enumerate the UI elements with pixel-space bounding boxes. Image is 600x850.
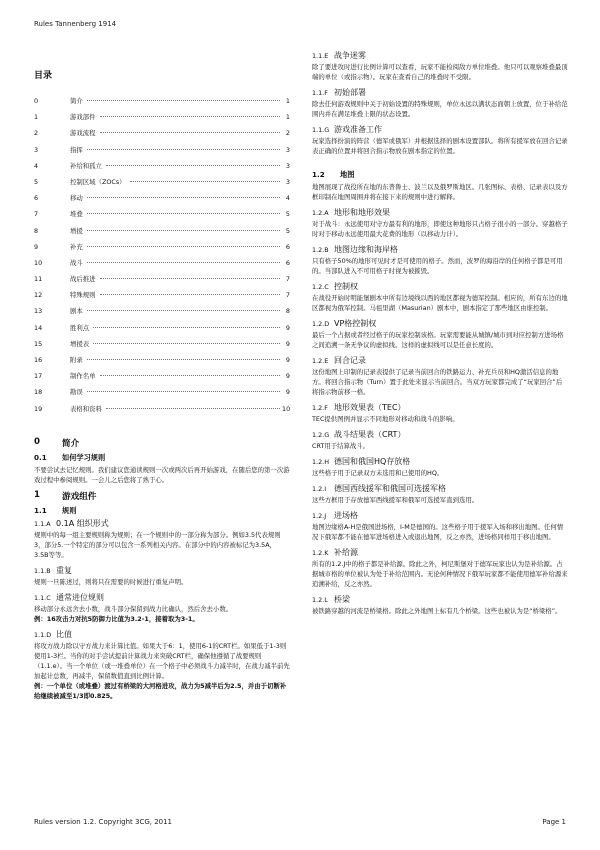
rule-title: 地形效果表（TEC） bbox=[334, 403, 406, 412]
toc-entry[interactable] bbox=[34, 239, 290, 255]
section-title: 游戏组件 bbox=[62, 491, 97, 502]
rule-number: 1.2.I bbox=[312, 485, 327, 493]
rule-title: VP格控制权 bbox=[334, 319, 377, 328]
toc-entry-page: 10 bbox=[282, 404, 291, 413]
toc-entry-label: 移动 bbox=[70, 194, 83, 203]
toc-entry-number: 17 bbox=[34, 372, 43, 381]
toc-entry-number: 15 bbox=[34, 339, 43, 348]
toc-entry[interactable] bbox=[34, 352, 290, 368]
toc-entry-label: 特殊规则 bbox=[70, 291, 96, 300]
rule-title: 桥梁 bbox=[334, 595, 350, 604]
toc-entry-number: 10 bbox=[34, 258, 43, 267]
rule-number: 1.2.E bbox=[312, 357, 329, 365]
toc-entry[interactable] bbox=[34, 93, 290, 109]
paragraph: 对于战斗：永远使用对守方最有利的地形，即使这种地形只占格子很小的一部分。穿越格子时对于移动永远使用最大花费的地形（以移动力计）。 bbox=[312, 220, 568, 238]
rule-heading bbox=[312, 281, 568, 292]
toc-entry-number: 2 bbox=[34, 129, 39, 138]
paragraph: 玩家选择扮演的阵营（德军或俄军）并根据选择的剧本设置部队。将所有援军放在回合记录表正确的位置并将回合指示物放在剧本指定的位置。 bbox=[312, 137, 568, 155]
toc-entry[interactable] bbox=[34, 174, 290, 190]
paragraph: 地图边缘格A-H是俄国进场格，I-M是德国的。这些格子用于援军入场和移出地图。任何情况下俄军都不能在德军进场格进入或退出地图，反之亦然，进场格同样用于移出地图。 bbox=[312, 523, 564, 541]
toc-entry-label: 勘误 bbox=[70, 388, 83, 397]
toc-entry-page: 1 bbox=[285, 113, 290, 122]
toc-entry-page: 1 bbox=[285, 97, 290, 105]
subsection-title: 如何学习规则 bbox=[62, 452, 106, 462]
toc-entry[interactable] bbox=[34, 287, 290, 303]
rule-heading bbox=[312, 402, 568, 413]
toc-entry-label: 增援 bbox=[70, 226, 83, 235]
toc-entry-label: 简介 bbox=[70, 97, 83, 105]
rule-title: 战斗结果表（CRT） bbox=[334, 430, 406, 439]
toc-entry-page: 3 bbox=[285, 145, 290, 154]
section-number: 0 bbox=[34, 436, 40, 447]
toc-dot-leader bbox=[130, 181, 280, 182]
toc-dot-leader bbox=[87, 149, 280, 150]
toc-entry-number: 16 bbox=[34, 356, 43, 364]
toc-dot-leader bbox=[87, 197, 280, 198]
rule-title: 战争迷雾 bbox=[334, 51, 366, 60]
toc-entry[interactable] bbox=[34, 320, 290, 336]
rule-heading bbox=[34, 565, 290, 576]
subsection-heading bbox=[34, 506, 290, 516]
rule-number: 1.1.B bbox=[34, 566, 51, 575]
toc-dot-leader bbox=[87, 391, 280, 392]
rule-number: 1.2.C bbox=[312, 283, 329, 291]
rule-number: 1.2.D bbox=[312, 320, 330, 328]
subsection-title: 规则 bbox=[62, 505, 77, 515]
toc-entry-label: 补给和孤立 bbox=[70, 161, 102, 170]
toc-entry-label: 战后推进 bbox=[70, 275, 96, 284]
rule-number: 1.2.B bbox=[312, 246, 329, 254]
rule-heading bbox=[312, 244, 568, 255]
toc-entry-number: 4 bbox=[34, 161, 39, 170]
toc-entry-number: 8 bbox=[34, 226, 39, 235]
toc-entry[interactable] bbox=[34, 142, 290, 158]
toc-entry-number: 7 bbox=[34, 210, 39, 219]
section-number: 1 bbox=[34, 489, 40, 500]
toc-entry-page: 9 bbox=[285, 372, 290, 381]
toc-list bbox=[34, 93, 290, 417]
rule-title: 控制权 bbox=[334, 282, 358, 291]
toc-entry-page: 3 bbox=[285, 177, 290, 186]
paragraph: 最后一个占据或者经过格子的玩家控制该格。玩家需要能从城镇/城市到对应控制方进场格之间追溯一条无争议的虚拟线。这样的虚拟线可以是任意长度的。 bbox=[312, 331, 564, 349]
rule-heading bbox=[34, 592, 290, 603]
toc-entry-page: 3 bbox=[285, 161, 290, 170]
toc-dot-leader bbox=[87, 262, 280, 263]
paragraph: 规则一旦陈述过，则将只在需要的时候进行重复声明。 bbox=[34, 577, 188, 586]
toc-dot-leader bbox=[87, 310, 280, 311]
rule-heading bbox=[312, 456, 568, 467]
toc-entry-page: 6 bbox=[285, 242, 290, 251]
rule-heading bbox=[34, 629, 290, 640]
toc-entry-page: 2 bbox=[285, 129, 290, 138]
example-text: 例：16攻击力对抗5防御力比值为3.2-1，接着取为3-1。 bbox=[34, 614, 199, 623]
rule-title: 初始部署 bbox=[334, 88, 366, 97]
left-column bbox=[34, 68, 290, 706]
toc-dot-leader bbox=[100, 132, 280, 133]
rule-heading bbox=[312, 483, 568, 494]
rule-title: 通常进位规则 bbox=[56, 592, 104, 602]
subsection-number: 0.1 bbox=[34, 452, 47, 462]
rule-number: 1.1.C bbox=[34, 593, 51, 602]
page-footer-number: Page 1 bbox=[542, 818, 566, 826]
page-footer-copyright: Rules version 1.2. Copyright 3CG, 2011 bbox=[34, 818, 173, 826]
paragraph: TEC提供图例并显示不同地形对移动和战斗的影响。 bbox=[312, 415, 459, 423]
toc-entry-number: 3 bbox=[34, 145, 39, 154]
toc-entry-number: 1 bbox=[34, 113, 39, 122]
toc-entry-label: 战斗 bbox=[70, 258, 83, 267]
toc-entry[interactable] bbox=[34, 109, 290, 125]
paragraph: 除去任何游戏规则中关于初始设置的特殊规则，单位永远以满状态面朝上放置，位于补给范围内并在满足堆叠上限的状态设置。 bbox=[312, 100, 568, 118]
toc-entry[interactable] bbox=[34, 223, 290, 239]
rule-heading bbox=[312, 124, 568, 135]
rule-heading bbox=[312, 87, 568, 98]
rule-number: 1.1.G bbox=[312, 126, 330, 134]
rule-number: 1.2.G bbox=[312, 431, 330, 439]
toc-entry-page: 7 bbox=[285, 275, 290, 284]
toc-dot-leader bbox=[87, 213, 280, 214]
paragraph: 这份地图上印制的记录表提供了记录当前回合的铁路运力、补充兵员和HQ激活信息的地方。将回合指示物（Turn）置于此处来显示当前回合。当双方玩家都完成了“玩家回合”后将指示物前移一格。 bbox=[312, 368, 563, 396]
rule-heading bbox=[34, 518, 290, 529]
rule-heading bbox=[312, 594, 568, 605]
toc-entry-label: 剧本 bbox=[70, 307, 83, 316]
toc-entry[interactable] bbox=[34, 125, 290, 141]
rule-title: 德国和俄国HQ存放格 bbox=[334, 457, 411, 466]
rule-number: 1.2.H bbox=[312, 458, 330, 466]
toc-dot-leader bbox=[93, 327, 280, 328]
rule-title: 地图边缘和海岸格 bbox=[334, 245, 398, 254]
rule-number: 1.2.L bbox=[312, 596, 328, 604]
toc-dot-leader bbox=[100, 116, 280, 117]
toc-entry-page: 9 bbox=[285, 356, 290, 364]
toc-entry-number: 5 bbox=[34, 177, 39, 186]
toc-entry-label: 游戏部件 bbox=[70, 113, 96, 122]
section-heading bbox=[34, 490, 290, 502]
toc-entry-page: 5 bbox=[285, 210, 290, 219]
paragraph: 除了要进攻时进行比例计算可以查看，玩家不能检阅敌方单位堆叠。他只可以观察堆叠最顶端的单位（或指示物）。玩家在查看自己的堆叠时不受限。 bbox=[312, 63, 568, 81]
toc-entry-number: 18 bbox=[34, 388, 43, 397]
rule-number: 1.2.J bbox=[312, 512, 327, 520]
toc-entry-page: 9 bbox=[285, 388, 290, 397]
example-text: 例：一个单位（或堆叠）渡过有桥梁的大河格进攻，战力为5减半后为2.5，并由于切断补给继续被减至1/3即0.825。 bbox=[34, 681, 287, 700]
rule-number: 1.2.A bbox=[312, 209, 329, 217]
rule-number: 1.2.F bbox=[312, 404, 328, 412]
paragraph: 移动部分永远舍去小数，战斗部分保留到战力比确认，然后舍去小数。 bbox=[34, 604, 233, 613]
toc-entry[interactable] bbox=[34, 271, 290, 287]
toc-entry-label: 附录 bbox=[70, 356, 83, 364]
toc-entry-label: 游戏流程 bbox=[70, 129, 96, 138]
toc-dot-leader bbox=[87, 230, 280, 231]
toc-entry[interactable] bbox=[34, 384, 290, 400]
paragraph: 这些格子用于记录双方未选用和已使用的HQ。 bbox=[312, 469, 444, 477]
right-column bbox=[312, 50, 568, 621]
rule-title: 地形和地形效果 bbox=[334, 208, 390, 217]
toc-entry-page: 7 bbox=[285, 291, 290, 300]
rule-title: 游戏准备工作 bbox=[334, 125, 382, 134]
toc-entry-number: 19 bbox=[34, 404, 43, 413]
toc-entry-label: 制作名单 bbox=[70, 372, 96, 381]
toc-entry[interactable] bbox=[34, 368, 290, 384]
toc-dot-leader bbox=[100, 375, 280, 376]
toc-entry-page: 6 bbox=[285, 258, 290, 267]
toc-entry-number: 11 bbox=[34, 275, 43, 284]
subsection-number: 1.1 bbox=[34, 505, 47, 515]
toc-entry-number: 12 bbox=[34, 291, 43, 300]
rule-heading bbox=[312, 50, 568, 61]
toc-dot-leader bbox=[87, 246, 280, 247]
subsection-title: 地图 bbox=[340, 170, 355, 179]
rule-title: 进场格 bbox=[334, 511, 358, 520]
toc-entry-page: 9 bbox=[285, 323, 290, 332]
toc-entry-label: 表格和资料 bbox=[70, 404, 102, 413]
toc-entry-label: 补充 bbox=[70, 242, 83, 251]
rule-heading bbox=[312, 318, 568, 329]
subsection-heading bbox=[34, 453, 290, 463]
toc-entry-page: 4 bbox=[285, 194, 290, 203]
rule-number: 1.1.A bbox=[34, 519, 51, 528]
toc-dot-leader bbox=[100, 294, 280, 295]
rule-title: 德国西线援军和俄国可选援军格 bbox=[334, 484, 446, 493]
toc-entry[interactable] bbox=[34, 303, 290, 319]
toc-dot-leader bbox=[100, 278, 280, 279]
toc-dot-leader bbox=[106, 165, 280, 166]
toc-entry[interactable] bbox=[34, 190, 290, 206]
rule-title: 补给源 bbox=[334, 548, 358, 557]
paragraph: 所有的1.2.J中的格子都是补给源。除此之外，柯尼斯堡对于德军玩家也认为是补给源。占据城市格的单位被认为处于补给范围内。无论何种情况下俄军玩家都不能使用德军补给源来追溯补给，反之亦然。 bbox=[312, 560, 568, 588]
toc-entry[interactable] bbox=[34, 336, 290, 352]
rule-number: 1.1.D bbox=[34, 630, 52, 639]
rule-heading bbox=[312, 207, 568, 218]
subsection-heading bbox=[312, 170, 568, 180]
paragraph: 在战役开始时明能堡剧本中所有边境线以西的地区都视为德军控制。相应的，所有东边的地区都视为俄军控制。马祖里湖（Masurian）剧本中，剧本指定了那些地区由谁控制。 bbox=[312, 294, 568, 312]
paragraph: 不要尝试去记忆规则。我们建议您通读规则一次或两次后再开始游戏，在随后您的第一次游戏过程中参阅规则。一会儿之后您将了熟于心。 bbox=[34, 465, 290, 484]
rule-heading bbox=[312, 547, 568, 558]
rule-number: 1.1.E bbox=[312, 52, 329, 60]
section-heading bbox=[34, 437, 290, 449]
paragraph: 地图展现了战役所在地的东普鲁士、波兰以及俄罗斯地区。几张图标、表格、记录表以及方框印制在地图周围并将在接下来的规则中进行解释。 bbox=[312, 183, 568, 201]
rule-title: 重复 bbox=[56, 565, 72, 575]
toc-dot-leader bbox=[106, 408, 280, 409]
rule-heading bbox=[312, 355, 568, 366]
toc-entry-number: 9 bbox=[34, 242, 39, 251]
rule-heading bbox=[312, 429, 568, 440]
rule-heading bbox=[312, 510, 568, 521]
paragraph: CRT用于结算战斗。 bbox=[312, 442, 370, 450]
toc-entry[interactable] bbox=[34, 255, 290, 271]
toc-dot-leader bbox=[93, 343, 280, 344]
toc-entry-number: 6 bbox=[34, 194, 39, 203]
page-header: Rules Tannenberg 1914 bbox=[34, 20, 117, 28]
toc-entry[interactable] bbox=[34, 401, 290, 417]
paragraph: 这些方框用于存放德军西线援军和俄军可选援军直到选用。 bbox=[312, 496, 479, 504]
toc-entry-label: 胜利点 bbox=[70, 323, 90, 332]
toc-entry[interactable] bbox=[34, 206, 290, 222]
rule-number: 1.1.F bbox=[312, 89, 328, 97]
toc-entry[interactable] bbox=[34, 158, 290, 174]
toc-entry-label: 控制区域（ZOCs） bbox=[70, 177, 126, 186]
subsection-number: 1.2 bbox=[312, 170, 325, 179]
paragraph: 只有格子50%的地形可见时才是可使用的格子。然而，波罗的海沿岸的任何格子都是可用的。当部队进入不可用格子时视为被摧毁。 bbox=[312, 257, 563, 275]
toc-entry-page: 5 bbox=[285, 226, 290, 235]
rule-title: 0.1A 组织形式 bbox=[56, 518, 109, 528]
paragraph: 将攻方战力除以守方战力来计算比值。如果大于6：1，使用6-1的CRT栏。如果低于1-3则使用1-3栏。当你的对手尝试提前计算战力来突破CRT栏，确保他遵循了战要规则（1.1.e）。当一个单位（或一堆叠单位）在一个格子中必须战斗力减半时，在战力减半前先加起计总数，再减半，保留数值直到比例计算。 bbox=[34, 641, 290, 680]
section-title: 简介 bbox=[62, 438, 80, 449]
toc-entry-label: 指挥 bbox=[70, 145, 83, 154]
toc-entry-page: 9 bbox=[285, 339, 290, 348]
rule-title: 回合记录 bbox=[334, 356, 366, 365]
toc-entry-label: 堆叠 bbox=[70, 210, 83, 219]
toc-entry-page: 8 bbox=[285, 307, 290, 316]
rule-number: 1.2.K bbox=[312, 549, 329, 557]
paragraph: 规则中的每一组主要规则称为规则；在一个规则中的一部分称为部分。例如3.5代表规则3，部分5.一个特定的部分可以包含一系列相关内容。在部分中的内容被标记为3.5A，3.5B等等。 bbox=[34, 530, 281, 559]
toc-dot-leader bbox=[87, 100, 280, 101]
toc-entry-number: 14 bbox=[34, 323, 43, 332]
toc-entry-number: 13 bbox=[34, 307, 43, 316]
toc-dot-leader bbox=[87, 359, 280, 360]
paragraph: 被铁路穿越的河流是桥梁格。除此之外地图上标有几个桥梁。这些也被认为是“桥梁格”。 bbox=[312, 607, 562, 615]
rule-title: 比值 bbox=[56, 629, 72, 639]
toc-entry-number: 0 bbox=[34, 97, 39, 105]
toc-title: 目录 bbox=[34, 71, 53, 81]
toc-entry-label: 增援表 bbox=[70, 339, 90, 348]
